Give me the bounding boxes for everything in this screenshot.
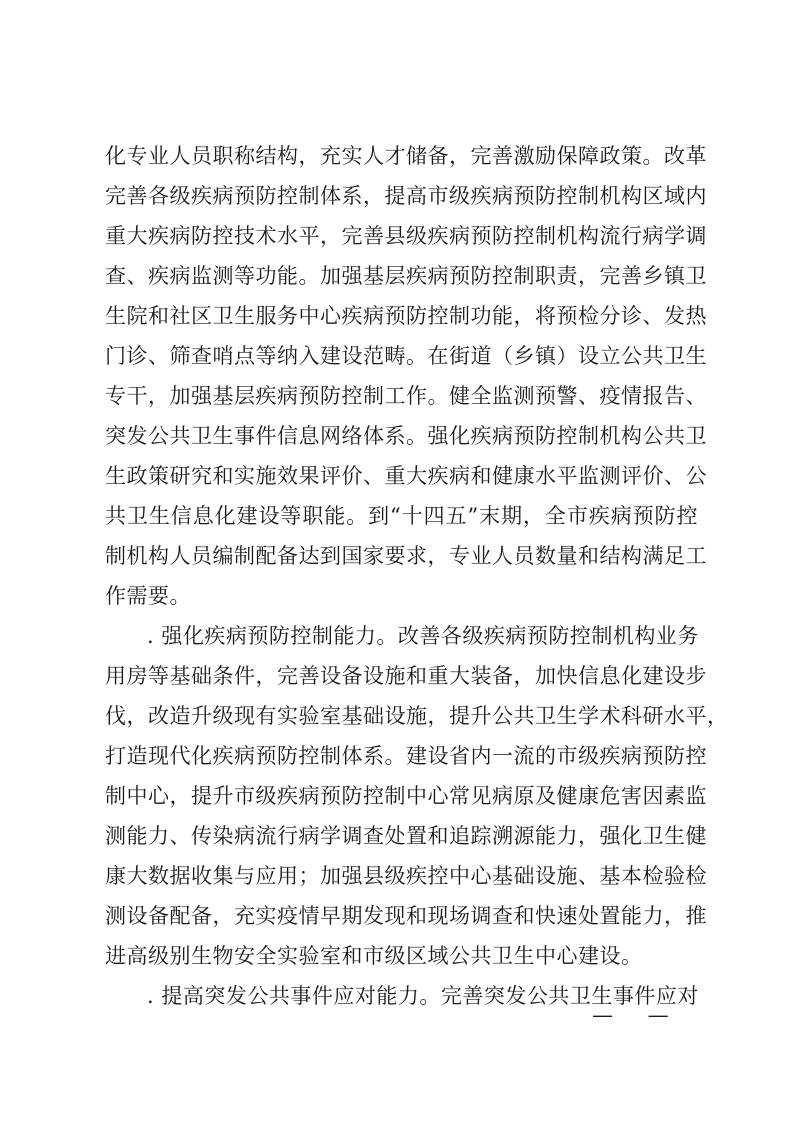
text-line: 制中心，提升市级疾病预防控制中心常见病原及健康危害因素监 (105, 784, 707, 808)
text-line: 化专业人员职称结构，充实人才储备，完善激励保障政策。改革 (105, 144, 707, 168)
text-line: 制机构人员编制配备达到国家要求，专业人员数量和结构满足工 (105, 544, 707, 568)
text-line: 门诊、筛查哨点等纳入建设范畴。在街道（乡镇）设立公共卫生 (105, 344, 707, 368)
text-line: 伐，改造升级现有实验室基础设施，提升公共卫生学术科研水平， (105, 704, 729, 728)
text-line: 生院和社区卫生服务中心疾病预防控制功能，将预检分诊、发热 (105, 304, 707, 328)
text-line: 用房等基础条件，完善设备设施和重大装备，加快信息化建设步 (105, 664, 707, 688)
paragraph-start-line: . 强化疾病预防控制能力。改善各级疾病预防控制机构业务 (147, 624, 699, 648)
text-line: 突发公共卫生事件信息网络体系。强化疾病预防控制机构公共卫 (105, 424, 707, 448)
text-line: 生政策研究和实施效果评价、重大疾病和健康水平监测评价、公 (105, 464, 707, 488)
text-line: 作需要。 (105, 584, 191, 608)
text-line: 测设备配备，充实疫情早期发现和现场调查和快速处置能力，推 (105, 904, 707, 928)
text-line: 打造现代化疾病预防控制体系。建设省内一流的市级疾病预防控 (105, 744, 707, 768)
text-line: 重大疾病防控技术水平，完善县级疾病预防控制机构流行病学调 (105, 224, 707, 248)
text-line: 康大数据收集与应用；加强县级疾控中心基础设施、基本检验检 (105, 864, 707, 888)
page-number-marker: — — (592, 1003, 683, 1027)
text-line: 完善各级疾病预防控制体系，提高市级疾病预防控制机构区域内 (105, 184, 707, 208)
text-line: 查、疾病监测等功能。加强基层疾病预防控制职责，完善乡镇卫 (105, 264, 707, 288)
text-line: 测能力、传染病流行病学调查处置和追踪溯源能力，强化卫生健 (105, 824, 707, 848)
text-line: 专干，加强基层疾病预防控制工作。健全监测预警、疫情报告、 (105, 384, 707, 408)
text-line: 共卫生信息化建设等职能。到“十四五”末期，全市疾病预防控 (105, 504, 698, 528)
paragraph-start-line: . 提高突发公共事件应对能力。完善突发公共卫生事件应对 (147, 984, 699, 1008)
text-line: 进高级别生物安全实验室和市级区域公共卫生中心建设。 (105, 944, 643, 968)
